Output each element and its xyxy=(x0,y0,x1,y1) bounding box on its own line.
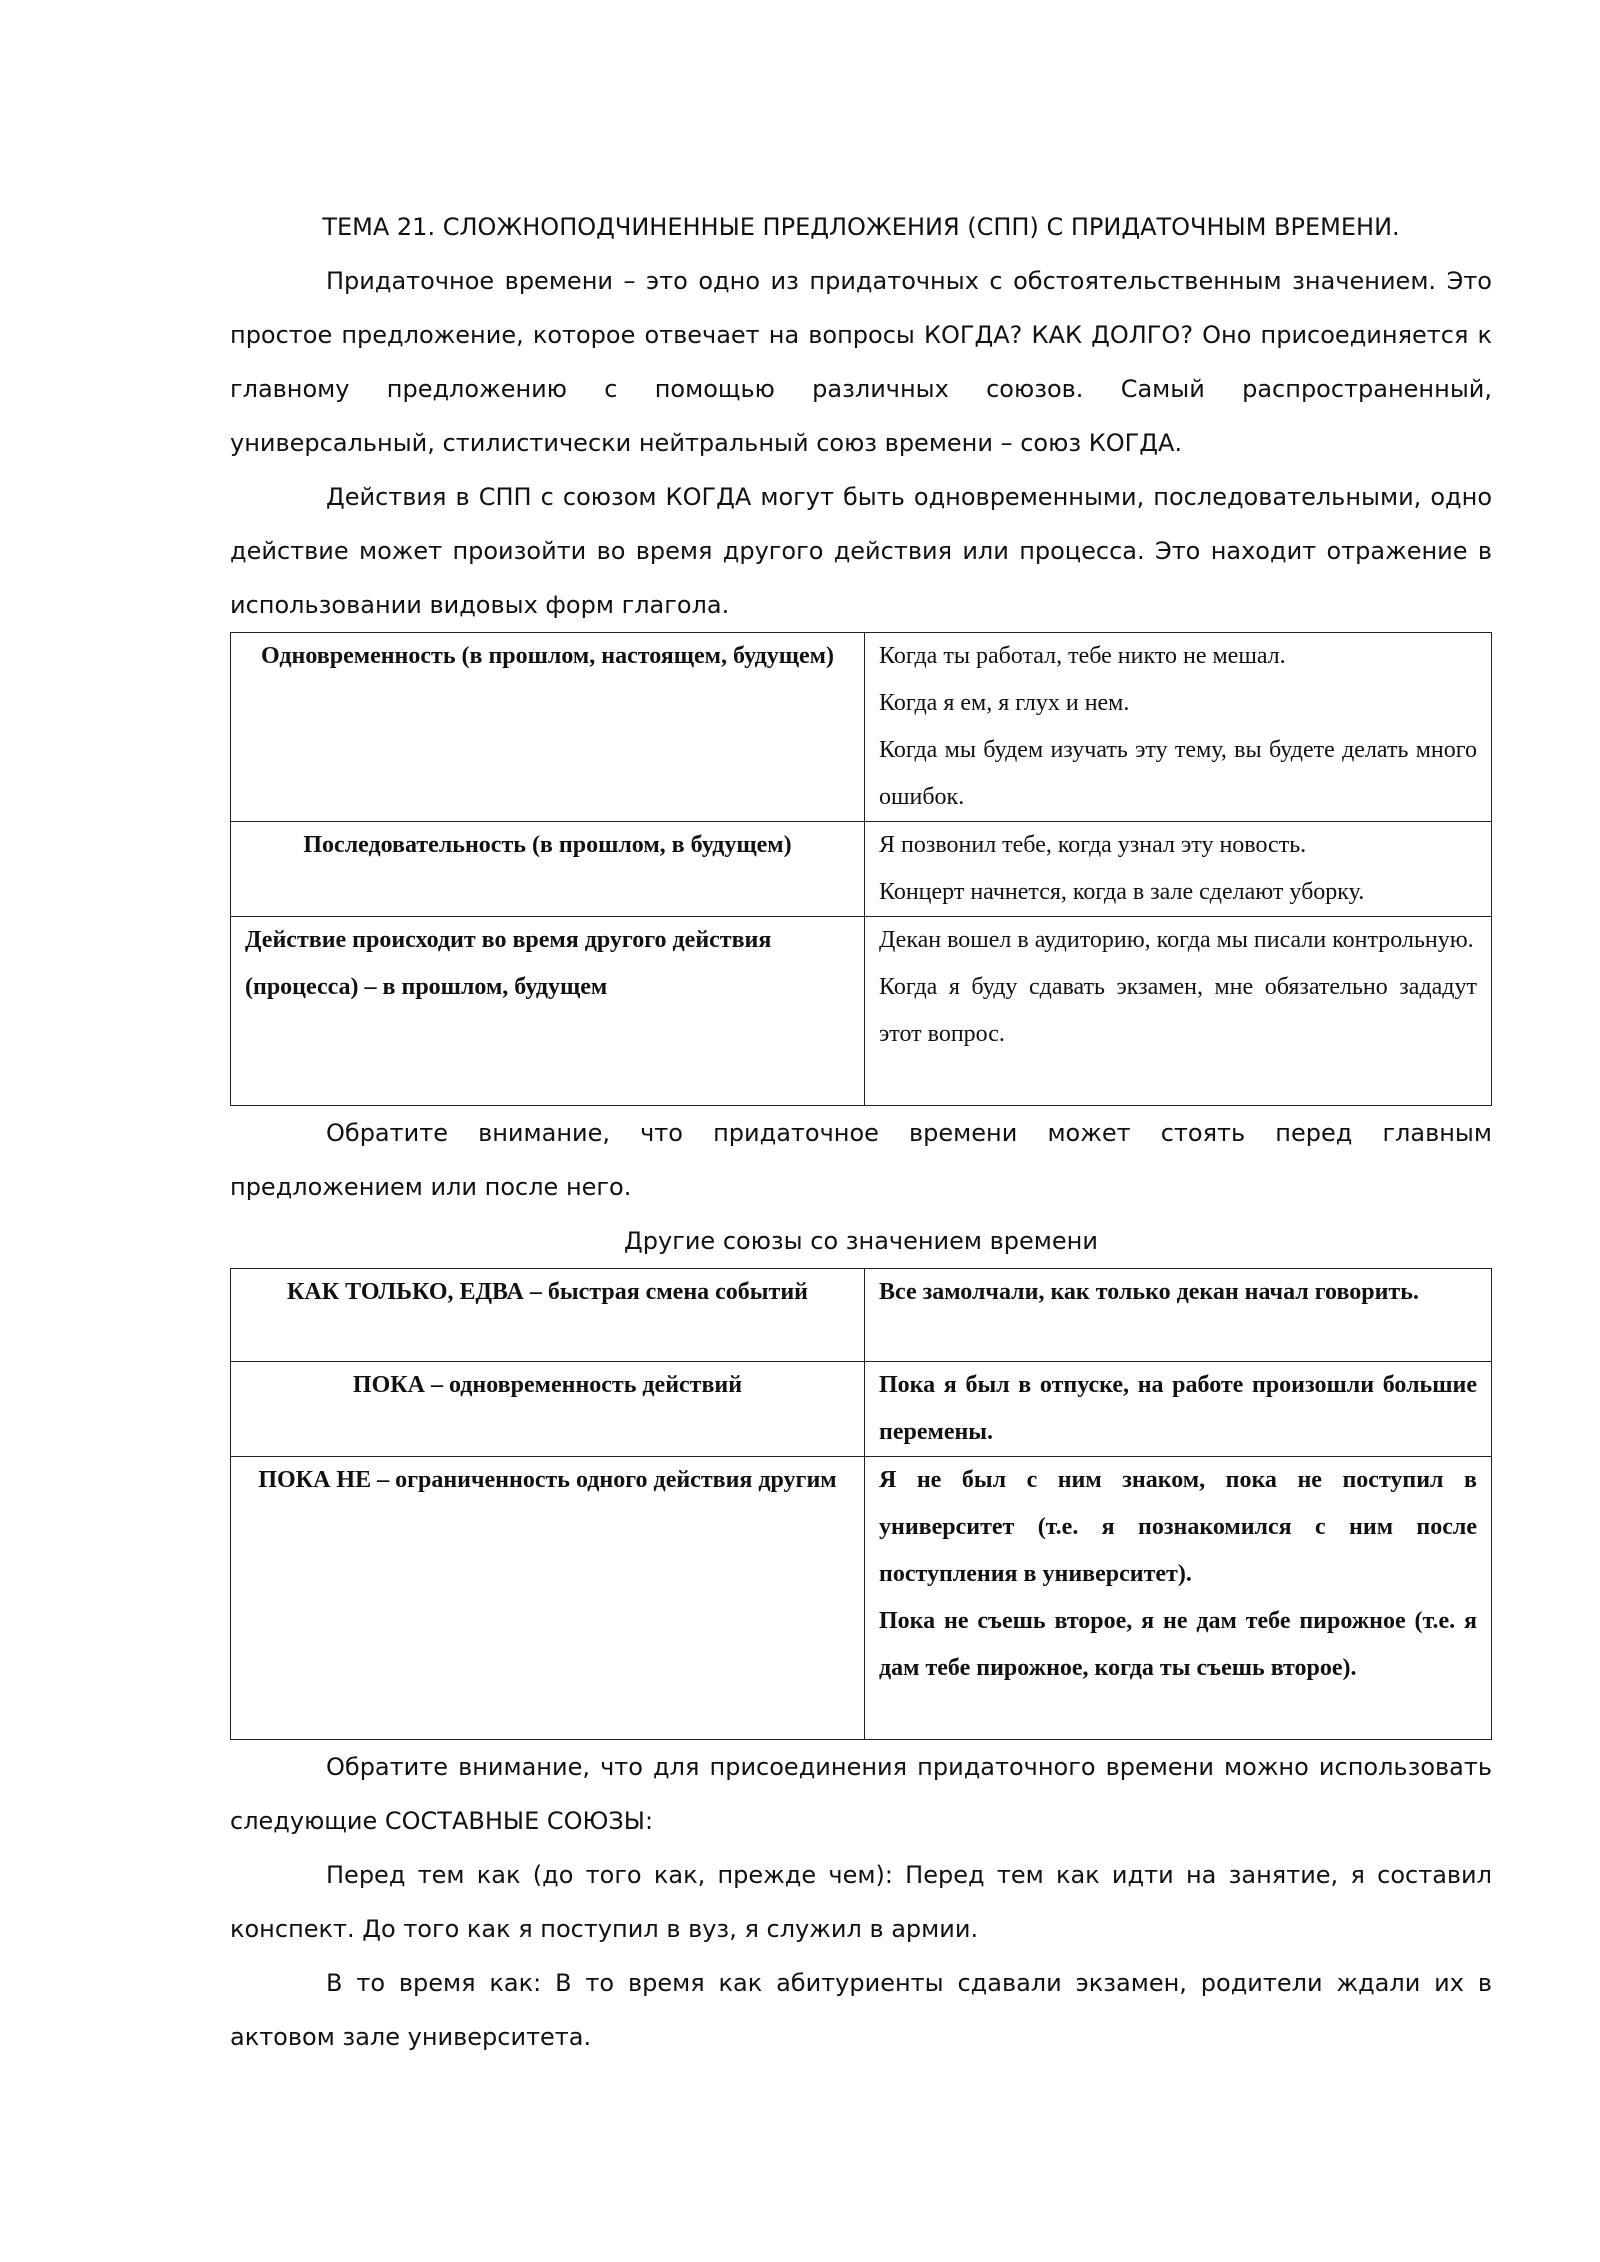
row-examples xyxy=(865,1362,1492,1457)
row-label: Действие происходит во время другого действия (процесса) – в прошлом, будущем xyxy=(231,917,865,1106)
table-row xyxy=(231,917,1492,1106)
example-text: Я позвонил тебе, когда узнал эту новость. xyxy=(879,832,1307,858)
example-text: Декан вошел в аудиторию, когда мы писали контрольную. xyxy=(879,927,1474,953)
example-text: Когда я буду сдавать экзамен, мне обязательно зададут этот вопрос. xyxy=(879,974,1477,1047)
example-text: Когда я ем, я глух и нем. xyxy=(879,690,1130,716)
example-text: Когда ты работал, тебе никто не мешал. xyxy=(879,643,1286,669)
example-text: Я не был с ним знаком, пока не поступил в университет (т.е. я познакомился с ним после поступления в университет). xyxy=(879,1467,1477,1587)
intro-paragraph-1: Придаточное времени – это одно из придаточных с обстоятельственным значением. Это простое предложение, которое отвечает на вопросы КОГДА? КАК ДОЛГО? Оно присоединяется к главному предложению с помощью различных союзов. Самый распространенный, универсальный, стилистически нейтральный союз времени – союз КОГДА. xyxy=(230,267,1492,457)
other-conjunctions-table xyxy=(230,1268,1492,1740)
row-label: КАК ТОЛЬКО, ЕДВА – быстрая смена событий xyxy=(231,1269,865,1362)
document-page xyxy=(230,200,1492,2064)
table-row xyxy=(231,633,1492,822)
note-paragraph: Обратите внимание, что придаточное времени может стоять перед главным предложением или после него. xyxy=(230,1119,1492,1201)
table-row xyxy=(231,1269,1492,1362)
row-label: ПОКА НЕ – ограниченность одного действия другим xyxy=(231,1457,865,1740)
row-examples xyxy=(865,1457,1492,1740)
row-examples xyxy=(865,822,1492,917)
example-text: Пока не съешь второе, я не дам тебе пирожное (т.е. я дам тебе пирожное, когда ты съешь второе). xyxy=(879,1608,1477,1681)
example-text: Все замолчали, как только декан начал говорить. xyxy=(879,1279,1419,1305)
table-row xyxy=(231,1457,1492,1740)
example-text: Когда мы будем изучать эту тему, вы будете делать много ошибок. xyxy=(879,737,1477,810)
row-label: ПОКА – одновременность действий xyxy=(231,1362,865,1457)
row-examples xyxy=(865,633,1492,822)
row-examples xyxy=(865,1269,1492,1362)
intro-paragraph-2: Действия в СПП с союзом КОГДА могут быть одновременными, последовательными, одно действие может произойти во время другого действия или процесса. Это находит отражение в использовании видовых форм глагола. xyxy=(230,483,1492,619)
section-subtitle: Другие союзы со значением времени xyxy=(624,1227,1098,1255)
closing-paragraph-3: В то время как: В то время как абитуриенты сдавали экзамен, родители ждали их в актовом зале университета. xyxy=(230,1969,1492,2051)
row-label: Последовательность (в прошлом, в будущем) xyxy=(231,822,865,917)
document-title: ТЕМА 21. СЛОЖНОПОДЧИНЕННЫЕ ПРЕДЛОЖЕНИЯ (СПП) С ПРИДАТОЧНЫМ ВРЕМЕНИ. xyxy=(322,213,1400,241)
example-text: Пока я был в отпуске, на работе произошли большие перемены. xyxy=(879,1372,1477,1445)
when-conjunction-table xyxy=(230,632,1492,1106)
closing-paragraph-1: Обратите внимание, что для присоединения придаточного времени можно использовать следующие СОСТАВНЫЕ СОЮЗЫ: xyxy=(230,1753,1492,1835)
row-label: Одновременность (в прошлом, настоящем, будущем) xyxy=(231,633,865,822)
row-examples xyxy=(865,917,1492,1106)
table-row xyxy=(231,1362,1492,1457)
table-row xyxy=(231,822,1492,917)
example-text: Концерт начнется, когда в зале сделают уборку. xyxy=(879,879,1365,905)
closing-paragraph-2: Перед тем как (до того как, прежде чем): Перед тем как идти на занятие, я составил конспект. До того как я поступил в вуз, я служил в армии. xyxy=(230,1861,1492,1943)
